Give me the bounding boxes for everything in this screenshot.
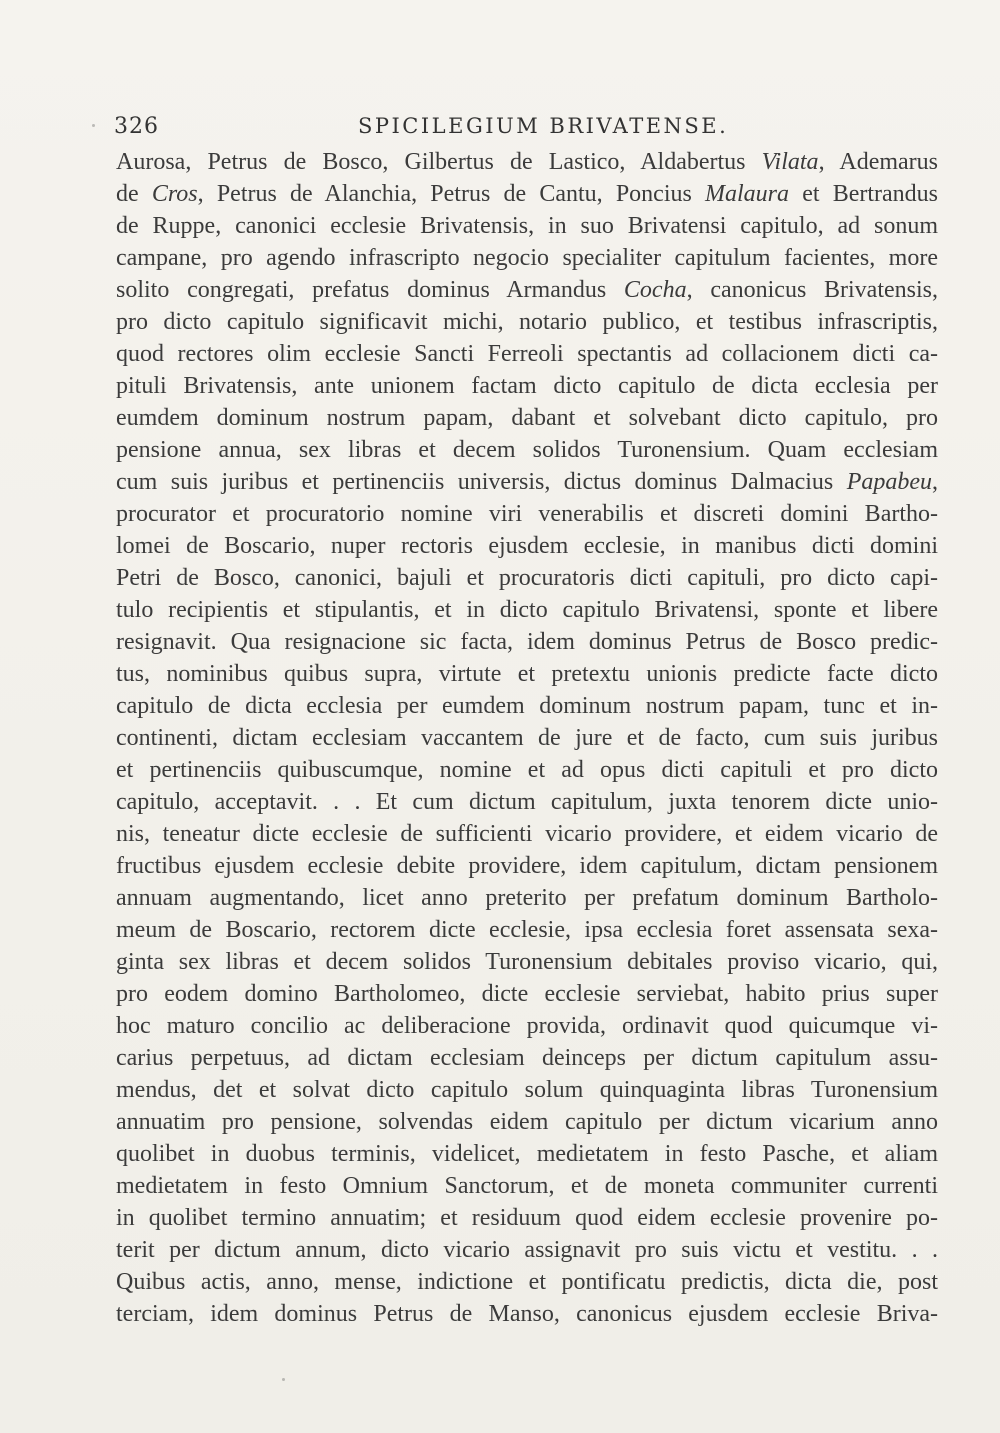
text-segment: tulo recipientis et stipulantis, et in dicto capitulo Brivatensi, sponte et libere: [116, 597, 938, 623]
text-line: [116, 786, 938, 818]
text-line: [116, 370, 938, 402]
text-segment: pro eodem domino Bartholomeo, dicte ecclesie serviebat, habito prius super: [116, 981, 938, 1007]
text-segment: de: [116, 181, 152, 207]
italic-name: Papabeu: [846, 469, 932, 495]
text-segment: eumdem dominum nostrum papam, dabant et solvebant dicto capitulo, pro: [116, 405, 938, 431]
text-segment: Petri de Bosco, canonici, bajuli et procuratoris dicti capituli, pro dicto capi-: [116, 565, 938, 591]
text-segment: terit per dictum annum, dicto vicario assignavit pro suis victu et vestitu. . .: [116, 1237, 938, 1263]
text-line: [116, 306, 938, 338]
text-segment: , canonicus Brivatensis,: [686, 277, 939, 303]
text-line: [116, 594, 938, 626]
text-line: [116, 274, 938, 306]
page-header: [114, 110, 934, 144]
text-segment: capitulo de dicta ecclesia per eumdem dominum nostrum papam, tunc et in-: [116, 693, 938, 719]
text-segment: fructibus ejusdem ecclesie debite providere, idem capitulum, dictam pensionem: [116, 853, 938, 879]
text-segment: hoc maturo concilio ac deliberacione provida, ordinavit quod quicumque vi-: [116, 1013, 938, 1039]
text-segment: lomei de Boscario, nuper rectoris ejusdem ecclesie, in manibus dicti domini: [116, 533, 938, 559]
text-segment: ,: [932, 469, 938, 495]
italic-name: Cros: [151, 181, 198, 207]
text-segment: Aurosa, Petrus de Bosco, Gilbertus de Lastico, Aldabertus: [116, 149, 762, 175]
text-segment: pituli Brivatensis, ante unionem factam dicto capitulo de dicta ecclesia per: [116, 373, 938, 399]
body-text: [116, 146, 938, 1330]
text-line: [116, 978, 938, 1010]
text-line: [116, 1074, 938, 1106]
text-line: [116, 1042, 938, 1074]
text-line: [116, 1138, 938, 1170]
text-segment: quolibet in duobus terminis, videlicet, medietatem in festo Pasche, et aliam: [116, 1141, 938, 1167]
page-number: 326: [114, 114, 159, 139]
text-line: [116, 914, 938, 946]
text-segment: annuatim pro pensione, solvendas eidem capitulo per dictum vicarium anno: [116, 1109, 938, 1135]
text-line: [116, 722, 938, 754]
text-segment: et pertinenciis quibuscumque, nomine et ad opus dicti capituli et pro dicto: [116, 757, 938, 783]
text-segment: campane, pro agendo infrascripto negocio specialiter capitulum facientes, more: [116, 245, 938, 271]
text-line: [116, 1106, 938, 1138]
italic-name: Vilata: [761, 149, 819, 175]
text-line: [116, 818, 938, 850]
text-line: [116, 530, 938, 562]
text-line: [116, 1298, 938, 1330]
text-line: [116, 850, 938, 882]
text-line: [116, 434, 938, 466]
paper-speck: [282, 1378, 285, 1381]
text-segment: terciam, idem dominus Petrus de Manso, canonicus ejusdem ecclesie Briva-: [116, 1301, 938, 1327]
text-line: [116, 466, 938, 498]
text-segment: cum suis juribus et pertinenciis universis, dictus dominus Dalmacius: [116, 469, 847, 495]
text-segment: , Ademarus: [818, 149, 939, 175]
text-segment: pro dicto capitulo significavit michi, notario publico, et testibus infrascriptis,: [116, 309, 938, 335]
text-line: [116, 210, 938, 242]
text-line: [116, 498, 938, 530]
text-segment: procurator et procuratorio nomine viri venerabilis et discreti domini Bartho-: [116, 501, 938, 527]
text-segment: medietatem in festo Omnium Sanctorum, et de moneta communiter currenti: [116, 1173, 938, 1199]
text-line: [116, 146, 938, 178]
text-segment: et Bertrandus: [789, 181, 938, 207]
text-line: [116, 626, 938, 658]
text-line: [116, 178, 938, 210]
text-segment: carius perpetuus, ad dictam ecclesiam deinceps per dictum capitulum assu-: [116, 1045, 938, 1071]
text-line: [116, 242, 938, 274]
text-line: [116, 338, 938, 370]
italic-name: Cocha: [623, 277, 687, 303]
text-segment: de Ruppe, canonici ecclesie Brivatensis, in suo Brivatensi capitulo, ad sonum: [116, 213, 938, 239]
text-segment: solito congregati, prefatus dominus Armandus: [116, 277, 624, 303]
text-segment: ginta sex libras et decem solidos Turonensium debitales proviso vicario, qui,: [116, 949, 938, 975]
text-segment: pensione annua, sex libras et decem solidos Turonensium. Quam ecclesiam: [116, 437, 938, 463]
text-line: [116, 1170, 938, 1202]
text-line: [116, 562, 938, 594]
paper-speck: [92, 124, 95, 127]
text-segment: meum de Boscario, rectorem dicte ecclesie, ipsa ecclesia foret assensata sexa-: [116, 917, 938, 943]
text-segment: mendus, det et solvat dicto capitulo solum quinquaginta libras Turonensium: [116, 1077, 938, 1103]
text-segment: annuam augmentando, licet anno preterito per prefatum dominum Bartholo-: [116, 885, 938, 911]
text-line: [116, 1202, 938, 1234]
text-line: [116, 754, 938, 786]
text-segment: in quolibet termino annuatim; et residuum quod eidem ecclesie provenire po-: [116, 1205, 938, 1231]
text-line: [116, 658, 938, 690]
text-segment: Quibus actis, anno, mense, indictione et pontificatu predictis, dicta die, post: [116, 1269, 938, 1295]
text-line: [116, 1234, 938, 1266]
text-segment: quod rectores olim ecclesie Sancti Ferreoli spectantis ad collacionem dicti ca-: [116, 341, 938, 367]
text-segment: capitulo, acceptavit. . . Et cum dictum capitulum, juxta tenorem dicte unio-: [116, 789, 938, 815]
text-line: [116, 690, 938, 722]
text-line: [116, 1266, 938, 1298]
text-line: [116, 946, 938, 978]
text-segment: resignavit. Qua resignacione sic facta, idem dominus Petrus de Bosco predic-: [116, 629, 938, 655]
text-segment: , Petrus de Alanchia, Petrus de Cantu, Poncius: [197, 181, 706, 207]
text-line: [116, 402, 938, 434]
text-line: [116, 1010, 938, 1042]
text-segment: tus, nominibus quibus supra, virtute et pretextu unionis predicte facte dicto: [116, 661, 938, 687]
running-title: SPICILEGIUM BRIVATENSE.: [358, 114, 729, 138]
text-segment: nis, teneatur dicte ecclesie de sufficienti vicario providere, et eidem vicario de: [116, 821, 938, 847]
italic-name: Malaura: [705, 181, 790, 207]
text-line: [116, 882, 938, 914]
text-segment: continenti, dictam ecclesiam vaccantem de jure et de facto, cum suis juribus: [116, 725, 938, 751]
